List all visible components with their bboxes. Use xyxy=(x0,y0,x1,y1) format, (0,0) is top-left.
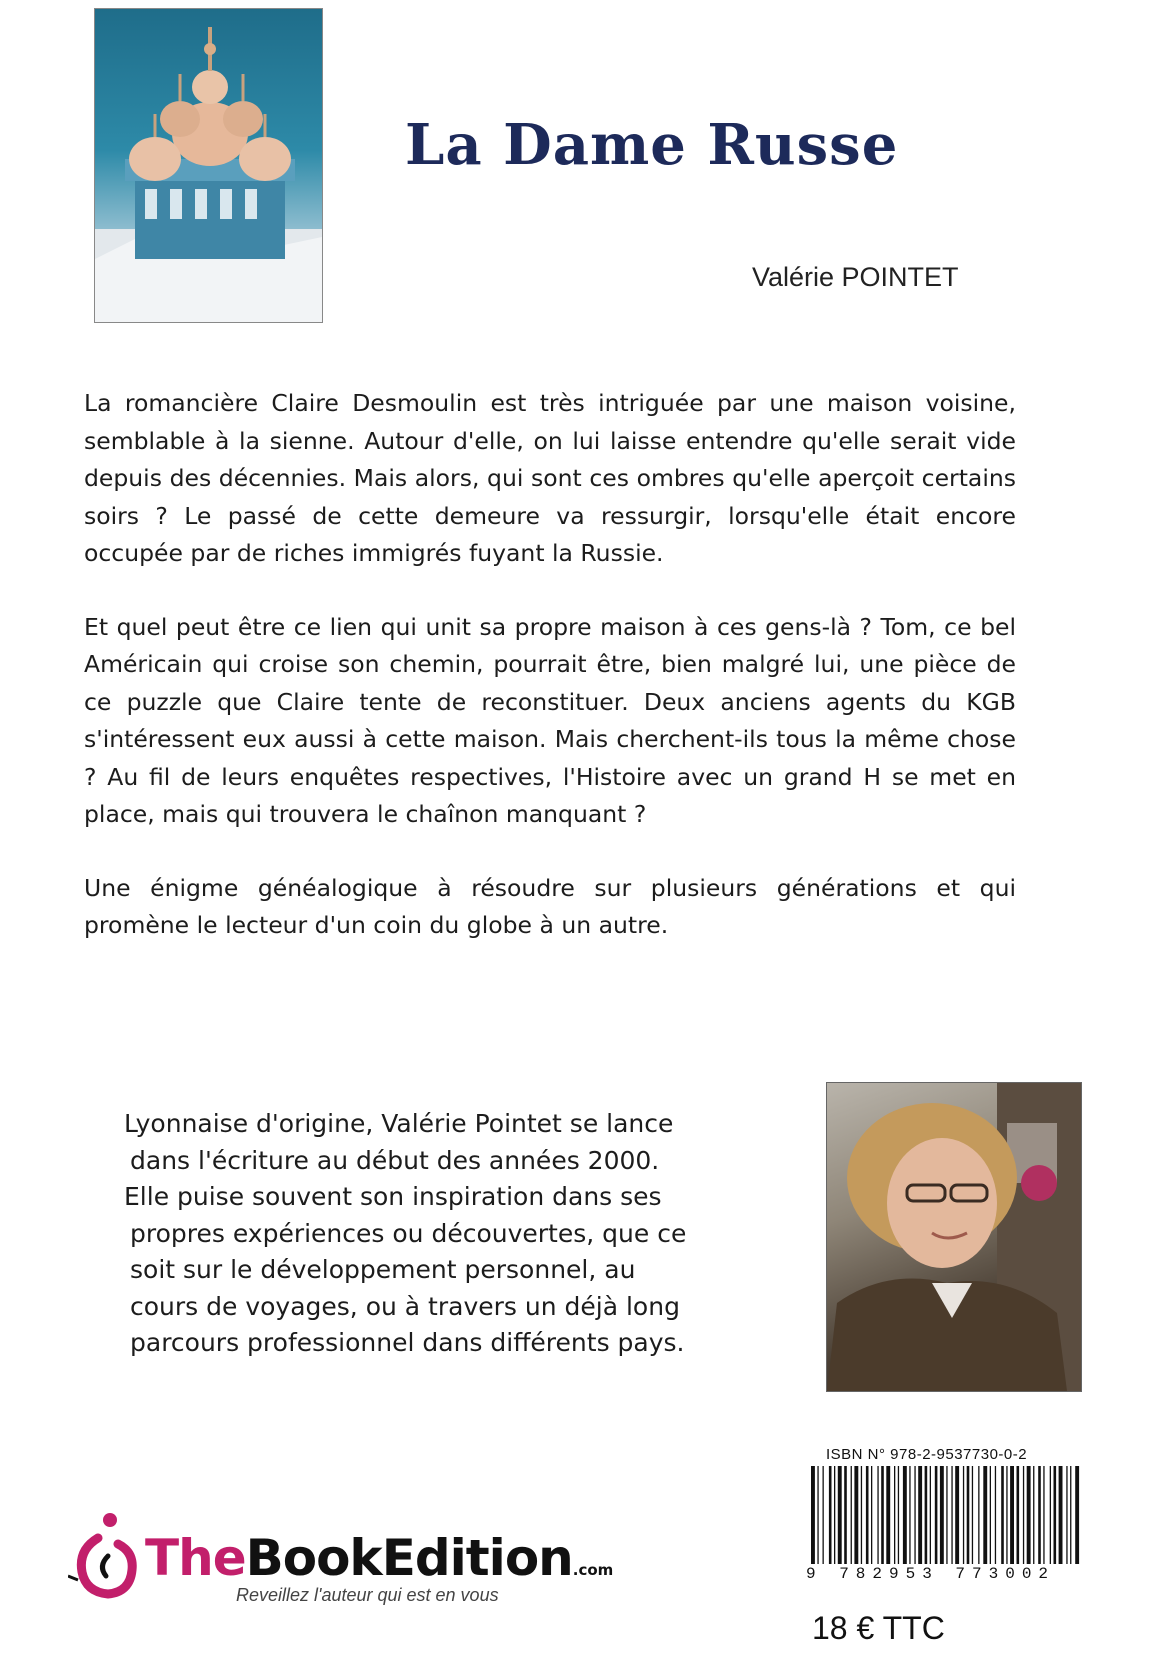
price: 18 € TTC xyxy=(812,1610,945,1646)
author-portrait-photo xyxy=(826,1082,1082,1392)
publisher-tagline: Reveillez l'auteur qui est en vous xyxy=(236,1585,499,1605)
barcode-digits: 9 782953 773002 xyxy=(806,1565,1056,1583)
barcode-bar xyxy=(834,1466,835,1564)
barcode-bar xyxy=(978,1466,979,1564)
barcode-bar xyxy=(823,1466,824,1564)
barcode-bar xyxy=(935,1466,938,1564)
barcode-bar xyxy=(983,1466,987,1564)
barcode-bar xyxy=(925,1466,928,1564)
barcode-bar xyxy=(877,1466,878,1564)
barcode-bar xyxy=(1010,1466,1014,1564)
barcode-bar xyxy=(898,1466,899,1564)
synopsis xyxy=(84,385,1016,981)
barcode-bar xyxy=(1075,1466,1079,1564)
book-title: La Dame Russe xyxy=(405,112,899,178)
synopsis-paragraph: La romancière Claire Desmoulin est très intriguée par une maison voisine, semblable à la sienne. Autour d'elle, on lui laisse entendre qu'elle serait vide depuis des décennies. Mais alors, qui sont ces ombres qu'elle aperçoit certains soirs ? Le passé de cette demeure va ressurgir, lorsqu'elle était encore occupée par de riches immigrés fuyant la Russie. xyxy=(84,389,1016,567)
cover-photo-church-domes xyxy=(94,8,323,323)
barcode-bar xyxy=(909,1466,910,1564)
barcode-bar xyxy=(1006,1466,1007,1564)
isbn-barcode xyxy=(809,1466,1081,1564)
bio-line: soit sur le développement personnel, au xyxy=(130,1255,636,1284)
barcode-bar xyxy=(967,1466,970,1564)
barcode-bar xyxy=(903,1466,907,1564)
barcode-bar xyxy=(1017,1466,1020,1564)
barcode-bar xyxy=(851,1466,852,1564)
church-domes-illustration xyxy=(95,9,322,322)
barcode-bar xyxy=(963,1466,964,1564)
barcode-bar xyxy=(951,1466,952,1564)
isbn-label: ISBN N° 978-2-9537730-0-2 xyxy=(826,1446,1028,1463)
barcode-bar xyxy=(1054,1466,1057,1564)
barcode-bar xyxy=(1027,1466,1031,1564)
barcode-bar xyxy=(894,1466,895,1564)
barcode-bar xyxy=(817,1466,818,1564)
barcode-bar xyxy=(1066,1466,1067,1564)
barcode-bar xyxy=(940,1466,944,1564)
barcode-bar xyxy=(1059,1466,1063,1564)
bio-line: dans l'écriture au début des années 2000. xyxy=(130,1145,660,1175)
publisher-name-the: The xyxy=(145,1529,246,1587)
barcode-bar xyxy=(838,1466,842,1564)
barcode-bar xyxy=(946,1466,947,1564)
barcode-bar xyxy=(930,1466,931,1564)
barcode-bar xyxy=(955,1466,959,1564)
bio-line: Lyonnaise d'origine, Valérie Pointet se lance xyxy=(124,1109,674,1138)
synopsis-paragraph: Une énigme généalogique à résoudre sur plusieurs générations et qui promène le lecteur d'un coin du globe à un autre. xyxy=(84,873,1016,939)
barcode-bar xyxy=(995,1466,996,1564)
barcode-bar xyxy=(811,1466,815,1564)
barcode-bar xyxy=(1023,1466,1024,1564)
barcode-bar xyxy=(861,1466,862,1564)
barcode-bar xyxy=(844,1466,847,1564)
publisher-logo-icon xyxy=(68,1510,140,1600)
barcode-bar xyxy=(881,1466,884,1564)
author-portrait-illustration xyxy=(827,1083,1081,1391)
barcode-bar xyxy=(990,1466,991,1564)
barcode-bar xyxy=(1001,1466,1004,1564)
bio-line: cours de voyages, ou à travers un déjà long xyxy=(130,1291,680,1321)
bio-line: parcours professionnel dans différents pays. xyxy=(130,1328,685,1357)
barcode-bar xyxy=(854,1466,858,1564)
publisher-name-main: BookEdition xyxy=(245,1529,573,1587)
synopsis-paragraph: Et quel peut être ce lien qui unit sa propre maison à ces gens-là ? Tom, ce bel Américain qui croise son chemin, pourrait être, bien malgré lui, une pièce de ce puzzle que Claire tente de reconstituer. Deux anciens agents du KGB s'intéressent eux aussi à cette maison. Mais cherchent-ils tous la même chose ? Au fil de leurs enquêtes respectives, l'Histoire avec un grand H se met en place, mais qui trouvera le chaînon manquant ? xyxy=(84,612,1016,828)
barcode-bar xyxy=(886,1466,890,1564)
author-name: Valérie POINTET xyxy=(752,262,959,292)
author-bio xyxy=(124,1106,714,1362)
barcode-bar xyxy=(1070,1466,1071,1564)
barcode-bar xyxy=(866,1466,869,1564)
bio-line: Elle puise souvent son inspiration dans ses xyxy=(124,1182,662,1211)
barcode-bar xyxy=(918,1466,922,1564)
barcode-bar xyxy=(829,1466,832,1564)
barcode-bar xyxy=(1033,1466,1034,1564)
bio-line: propres expériences ou découvertes, que ce xyxy=(130,1218,687,1248)
barcode-bar xyxy=(1043,1466,1044,1564)
publisher-domain: .com xyxy=(572,1561,614,1579)
barcode-bar xyxy=(1050,1466,1051,1564)
barcode-bar xyxy=(972,1466,973,1564)
barcode-bar xyxy=(1038,1466,1041,1564)
barcode-bar xyxy=(914,1466,915,1564)
barcode-bar xyxy=(871,1466,872,1564)
